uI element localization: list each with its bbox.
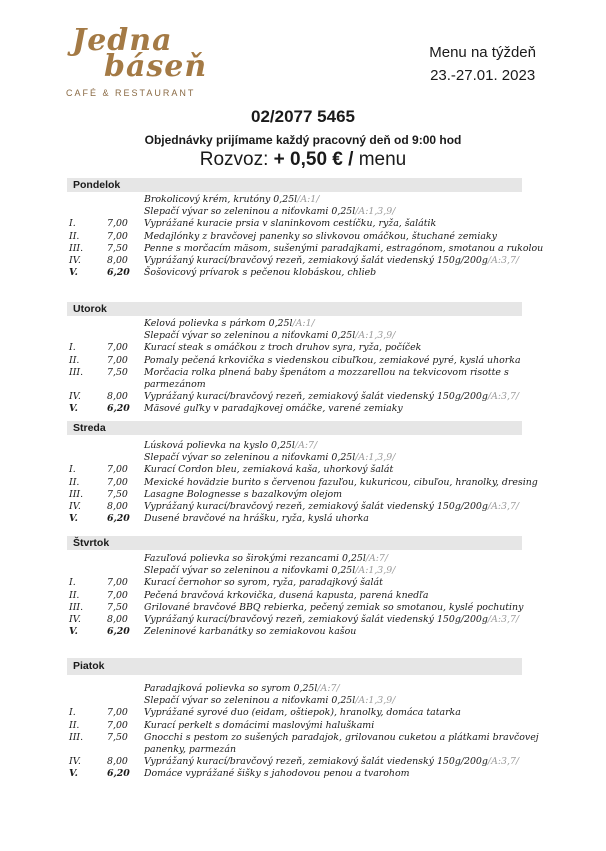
menu-item-text: Medajlónky z bravčovej panenky so slivkovou omáčkou, štuchané zemiaky bbox=[144, 230, 497, 242]
allergen-codes: /A:1,3,9/ bbox=[355, 695, 396, 707]
menu-item-text: Domáce vyprážané šišky s jahodovou penou a tvarohom bbox=[144, 768, 410, 780]
menu-item-text: Kurací černohor so syrom, ryža, paradajkový šalát bbox=[144, 577, 383, 589]
day-section-piatok bbox=[67, 658, 539, 781]
menu-item-text: Penne s morčacím mäsom, sušenými paradajkami, estragónom, smotanou a rukolou bbox=[144, 242, 544, 254]
menu-item-number: II. bbox=[69, 476, 80, 488]
order-hours: Objednávky prijímame každý pracovný deň od 9:00 hod bbox=[144, 133, 462, 147]
menu-item-description bbox=[144, 565, 544, 577]
menu-item-number: I. bbox=[69, 707, 76, 719]
day-header: Utorok bbox=[67, 302, 522, 316]
menu-item-price: 7,00 bbox=[107, 354, 128, 366]
menu-item-description bbox=[144, 590, 544, 602]
menu-item-description bbox=[144, 695, 544, 707]
day-section-utorok bbox=[67, 302, 522, 416]
menu-item-row bbox=[67, 355, 522, 367]
menu-item-description bbox=[144, 720, 544, 732]
menu-item-text: Vyprážaný kurací/bravčový rezeň, zemiakový šalát viedenský 150g/200g bbox=[144, 391, 488, 403]
menu-item-number: IV. bbox=[69, 391, 81, 403]
menu-item-description bbox=[144, 231, 544, 243]
menu-item-text: Vyprážané syrové duo (eidam, oštiepok), hranolky, domáca tatarka bbox=[144, 707, 461, 719]
delivery-unit: menu bbox=[358, 149, 407, 170]
menu-item-text: Pomaly pečená krkovička s viedenskou cibuľkou, zemiakové pyré, kyslá uhorka bbox=[144, 354, 521, 366]
menu-item-description bbox=[144, 330, 544, 342]
menu-item-price: 6,20 bbox=[107, 513, 130, 525]
delivery-label: Rozvoz: bbox=[199, 149, 269, 170]
menu-item-price: 8,00 bbox=[107, 614, 128, 626]
allergen-codes: /A:7/ bbox=[317, 683, 340, 694]
phone-number: 02/2077 5465 bbox=[251, 107, 355, 126]
menu-item-row bbox=[67, 391, 522, 403]
menu-item-text: Gnocchi s pestom zo sušených paradajok, grilovanou cuketou a plátkami bravčovej panenky, parmezán bbox=[144, 731, 539, 756]
menu-item-description bbox=[144, 342, 544, 354]
menu-item-text: Pečená bravčová krkovička, dusená kapusta, parená knedľa bbox=[144, 589, 429, 601]
menu-item-number: IV. bbox=[69, 756, 81, 768]
menu-item-price: 7,00 bbox=[107, 230, 128, 242]
menu-item-description bbox=[144, 501, 544, 513]
allergen-codes: /A:1,3,9/ bbox=[355, 206, 396, 218]
restaurant-logo bbox=[66, 23, 208, 98]
menu-item-row bbox=[67, 194, 522, 206]
menu-item-row bbox=[67, 553, 522, 565]
menu-item-description bbox=[144, 206, 544, 218]
logo-subtitle: CAFÉ & RESTAURANT bbox=[66, 88, 196, 98]
allergen-codes: /A:1,3,9/ bbox=[355, 452, 396, 464]
menu-item-price: 7,00 bbox=[107, 589, 128, 601]
menu-item-description bbox=[144, 602, 544, 614]
menu-item-number: IV. bbox=[69, 255, 81, 267]
menu-item-number: III. bbox=[69, 731, 84, 743]
allergen-codes: /A:3,7/ bbox=[487, 501, 520, 513]
menu-item-row bbox=[67, 218, 522, 230]
menu-item-row bbox=[67, 476, 538, 489]
menu-item-text: Vyprážaný kurací/bravčový rezeň, zemiakový šalát viedenský 150g/200g bbox=[144, 614, 488, 626]
menu-item-text: Slepačí vývar so zeleninou a niťovkami 0,25l bbox=[144, 452, 356, 464]
menu-item-text: Kurací perkelt s domácimi maslovými haluškami bbox=[144, 719, 375, 731]
menu-item-row bbox=[67, 626, 522, 638]
menu-item-row bbox=[67, 267, 522, 279]
menu-item-text: Kelová polievka s párkom 0,25l bbox=[144, 318, 293, 329]
menu-item-text: Brokolicový krém, krutóny 0,25l bbox=[144, 194, 298, 205]
menu-item-row bbox=[67, 367, 522, 391]
menu-item-row bbox=[67, 440, 522, 452]
menu-item-row bbox=[67, 602, 522, 614]
menu-item-price: 7,00 bbox=[107, 719, 128, 731]
menu-item-description bbox=[144, 614, 544, 626]
menu-item-number: III. bbox=[69, 601, 84, 613]
menu-item-price: 6,20 bbox=[107, 626, 130, 638]
menu-item-row bbox=[67, 683, 522, 695]
menu-item-price: 8,00 bbox=[107, 255, 128, 267]
menu-item-number: III. bbox=[69, 366, 84, 378]
menu-item-row bbox=[67, 330, 522, 342]
menu-item-price: 6,20 bbox=[107, 267, 130, 279]
menu-item-row bbox=[67, 577, 522, 589]
allergen-codes: /A:1,3,9/ bbox=[355, 565, 396, 577]
menu-item-text: Mexické hovädzie burito s červenou fazuľou, kukuricou, cibuľou, hranolky, dresing bbox=[144, 476, 538, 488]
menu-item-text: Slepačí vývar so zeleninou a niťovkami 0,25l bbox=[144, 565, 356, 577]
menu-item-number: II. bbox=[69, 230, 80, 242]
menu-item-price: 7,00 bbox=[107, 218, 128, 230]
menu-item-price: 7,50 bbox=[107, 731, 128, 743]
menu-item-price: 7,50 bbox=[107, 601, 128, 613]
menu-item-row bbox=[67, 342, 522, 354]
allergen-codes: /A:7/ bbox=[294, 440, 318, 451]
menu-item-description bbox=[144, 452, 544, 464]
allergen-codes: /A:3,7/ bbox=[487, 255, 520, 267]
menu-item-description bbox=[144, 577, 544, 589]
delivery-info bbox=[0, 149, 606, 171]
menu-item-text: Grilované bravčové BBQ rebierka, pečený zemiak so smotanou, kyslé pochutiny bbox=[144, 601, 524, 613]
menu-item-price: 7,00 bbox=[107, 707, 128, 719]
menu-item-row bbox=[67, 565, 522, 577]
menu-item-number: II. bbox=[69, 719, 80, 731]
menu-item-description bbox=[144, 768, 544, 780]
allergen-codes: /A:1/ bbox=[292, 318, 315, 329]
menu-item-text: Šošovicový prívarok s pečenou klobáskou, chlieb bbox=[144, 267, 377, 279]
menu-item-number: IV. bbox=[69, 501, 81, 513]
menu-item-text: Kurací steak s omáčkou z troch druhov syra, ryža, počíček bbox=[144, 342, 422, 354]
menu-item-text: Slepačí vývar so zeleninou a niťovkami 0,25l bbox=[144, 206, 356, 218]
menu-item-number: IV. bbox=[69, 614, 81, 626]
menu-item-row bbox=[67, 731, 539, 756]
menu-item-text: Paradajková polievka so syrom 0,25l bbox=[144, 683, 318, 694]
menu-item-row bbox=[67, 255, 522, 267]
day-header: Pondelok bbox=[67, 178, 522, 192]
menu-item-number: V. bbox=[69, 513, 78, 525]
day-header: Štvrtok bbox=[67, 536, 522, 550]
menu-item-number: V. bbox=[69, 267, 78, 279]
menu-item-number: V. bbox=[69, 626, 78, 638]
menu-item-number: V. bbox=[69, 768, 78, 780]
menu-item-text: Lasagne Bolognesse s bazalkovým olejom bbox=[144, 488, 343, 500]
menu-item-number: I. bbox=[69, 342, 76, 354]
menu-item-description bbox=[144, 255, 544, 267]
menu-item-description bbox=[144, 707, 544, 719]
menu-item-description bbox=[144, 464, 544, 476]
day-header: Piatok bbox=[67, 658, 522, 675]
menu-item-description bbox=[144, 683, 544, 695]
menu-item-text: Mäsové guľky v paradajkovej omáčke, varené zemiaky bbox=[144, 403, 403, 415]
week-info bbox=[429, 44, 536, 84]
menu-item-description bbox=[144, 489, 544, 501]
menu-item-text: Dusené bravčové na hrášku, ryža, kyslá uhorka bbox=[144, 513, 369, 525]
allergen-codes: /A:3,7/ bbox=[487, 756, 520, 768]
menu-item-price: 7,00 bbox=[107, 342, 128, 354]
menu-item-row bbox=[67, 464, 522, 476]
menu-item-description bbox=[144, 553, 544, 565]
menu-item-description bbox=[144, 318, 544, 330]
day-section-pondelok bbox=[67, 178, 544, 279]
menu-item-number: II. bbox=[69, 354, 80, 366]
week-dates: 23.-27.01. 2023 bbox=[430, 67, 536, 84]
menu-item-row bbox=[67, 695, 522, 707]
menu-item-text: Slepačí vývar so zeleninou a niťovkami 0,25l bbox=[144, 695, 356, 707]
menu-item-row bbox=[67, 720, 522, 732]
menu-item-number: I. bbox=[69, 577, 76, 589]
menu-item-row bbox=[67, 768, 522, 780]
menu-item-price: 7,50 bbox=[107, 242, 128, 254]
menu-item-text: Fazuľová polievka so širokými rezancami 0,25l bbox=[144, 553, 366, 564]
menu-item-row bbox=[67, 231, 522, 243]
menu-item-description bbox=[144, 367, 544, 391]
menu-item-description bbox=[144, 218, 544, 230]
allergen-codes: /A:1,3,9/ bbox=[355, 330, 396, 342]
menu-item-row bbox=[67, 318, 522, 330]
menu-item-number: I. bbox=[69, 464, 76, 476]
day-header: Streda bbox=[67, 421, 522, 435]
menu-item-price: 8,00 bbox=[107, 756, 128, 768]
logo-line1: Jedna bbox=[72, 23, 173, 58]
menu-item-text: Kurací Cordon bleu, zemiaková kaša, uhorkový šalát bbox=[144, 464, 394, 476]
menu-item-text: Vyprážané kuracie prsia v slaninkovom cestíčku, ryža, šalátik bbox=[144, 218, 437, 230]
menu-item-description bbox=[144, 513, 544, 525]
menu-item-price: 6,20 bbox=[107, 403, 130, 415]
menu-item-row bbox=[67, 206, 522, 218]
menu-item-row bbox=[67, 707, 522, 719]
menu-item-text: Vyprážaný kurací/bravčový rezeň, zemiakový šalát viedenský 150g/200g bbox=[144, 255, 488, 267]
menu-item-text: Vyprážaný kurací/bravčový rezeň, zemiakový šalát viedenský 150g/200g bbox=[144, 501, 488, 513]
menu-item-price: 7,00 bbox=[107, 577, 128, 589]
menu-item-description bbox=[144, 626, 544, 638]
menu-item-row bbox=[67, 489, 522, 501]
allergen-codes: /A:3,7/ bbox=[487, 391, 520, 403]
delivery-price: + 0,50 € / bbox=[273, 149, 354, 170]
logo-line2: báseň bbox=[104, 49, 208, 84]
menu-item-price: 6,20 bbox=[107, 768, 130, 780]
menu-item-number: III. bbox=[69, 488, 84, 500]
menu-item-row bbox=[67, 242, 544, 255]
menu-item-description bbox=[144, 243, 544, 255]
menu-item-description bbox=[144, 477, 544, 489]
menu-item-number: II. bbox=[69, 589, 80, 601]
menu-item-description bbox=[144, 732, 544, 756]
menu-item-description bbox=[144, 355, 544, 367]
menu-item-description bbox=[144, 440, 544, 452]
week-title: Menu na týždeň bbox=[429, 44, 536, 61]
allergen-codes: /A:1/ bbox=[297, 194, 320, 205]
menu-item-number: V. bbox=[69, 403, 78, 415]
day-section-streda bbox=[67, 421, 538, 525]
menu-item-price: 8,00 bbox=[107, 501, 128, 513]
menu-item-row bbox=[67, 403, 522, 415]
menu-item-text: Vyprážaný kurací/bravčový rezeň, zemiakový šalát viedenský 150g/200g bbox=[144, 756, 488, 768]
menu-item-row bbox=[67, 513, 522, 525]
menu-item-number: I. bbox=[69, 218, 76, 230]
menu-item-price: 7,00 bbox=[107, 476, 128, 488]
menu-item-description bbox=[144, 194, 544, 206]
menu-item-row bbox=[67, 452, 522, 464]
menu-item-number: III. bbox=[69, 242, 84, 254]
menu-item-description bbox=[144, 756, 544, 768]
menu-item-row bbox=[67, 590, 522, 602]
menu-item-row bbox=[67, 756, 522, 768]
menu-item-description bbox=[144, 403, 544, 415]
menu-item-text: Lúsková polievka na kyslo 0,25l bbox=[144, 440, 295, 451]
menu-item-price: 8,00 bbox=[107, 391, 128, 403]
menu-item-price: 7,00 bbox=[107, 464, 128, 476]
menu-item-text: Slepačí vývar so zeleninou a niťovkami 0,25l bbox=[144, 330, 356, 342]
allergen-codes: /A:3,7/ bbox=[487, 614, 520, 626]
day-section-stvrtok bbox=[67, 536, 522, 638]
menu-item-description bbox=[144, 267, 544, 279]
menu-item-price: 7,50 bbox=[107, 488, 128, 500]
logo-wordmark bbox=[66, 23, 208, 84]
menu-item-text: Morčacia rolka plnená baby špenátom a mozzarellou na tekvicovom risotte s parmezánom bbox=[144, 366, 509, 391]
allergen-codes: /A:7/ bbox=[365, 553, 389, 564]
menu-item-row bbox=[67, 501, 522, 513]
menu-item-price: 7,50 bbox=[107, 366, 128, 378]
menu-item-text: Zeleninové karbanátky so zemiakovou kašou bbox=[144, 626, 357, 638]
menu-item-description bbox=[144, 391, 544, 403]
menu-item-row bbox=[67, 614, 522, 626]
